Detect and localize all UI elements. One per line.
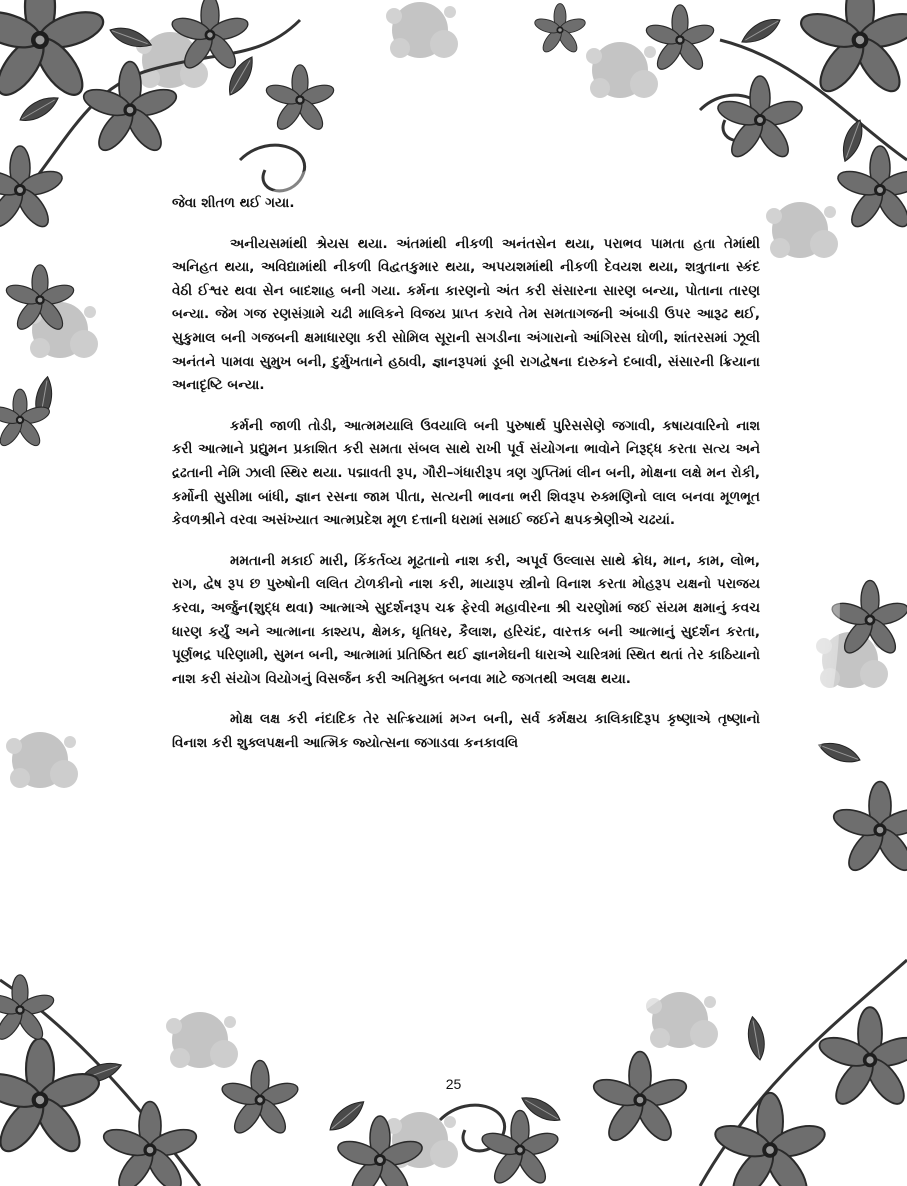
page-body-text [172,192,760,772]
paragraph-1: જેવા શીતળ થઈ ગયા. [172,195,295,211]
paragraph-3: કર્મની જાળી તોડી, આત્મમયાલિ ઉવયાલિ બની પુરુષાર્થ પુરિસસેણે જગાવી, કષાયવારિનો નાશ કરી આત્માને પ્રદ્યુમન પ્રકાશિત કરી સમતા સંબલ સાથે રાખી પૂર્વ સંયોગના ભાવોને નિરૂદ્ધ કરતા સત્ય અને દ્રઢતાની નેમિ ઝાલી સ્થિર થયા. પદ્માવતી રૂપ, ગૌરી–ગંધારીરૂપ ત્રણ ગુપ્તિમાં લીન બની, મોક્ષના લક્ષે મન રોકી, કર્મોની સુસીમા બાંધી, જ્ઞાન રસના જામ પીતા, સત્યની ભાવના ભરી શિવરૂપ રુક્મણિનો લાલ બનવા મૂળભૂત કેવળશ્રીને વરવા અસંખ્યાત આત્મપ્રદેશ મૂળ દત્તાની ધરામાં સમાઈ જઈને ક્ષપકશ્રેણીએ ચઢયાં. [172,417,760,529]
paragraph-4: મમતાની મકાઈ મારી, કિંકર્તવ્ય મૂઢતાનો નાશ કરી, અપૂર્વ ઉલ્લાસ સાથે ક્રોધ, માન, કામ, લોભ, રાગ, દ્વેષ રૂપ છ પુરુષોની લલિત ટોળકીનો નાશ કરી, માયારૂપ સ્ત્રીનો વિનાશ કરતા મોહરૂપ યક્ષનો પરાજય કરવા, અર્જુન(શુદ્ધ થવા) આત્માએ સુદર્શનરૂપ ચક્ર ફેરવી મહાવીરના શ્રી ચરણોમાં જઈ સંયમ ક્ષમાનું કવચ ધારણ કર્યું અને આત્માના કાશ્યપ, ક્ષેમક, ધૃતિધર, કૈલાશ, હરિચંદ, વારત્તક બની આત્માનું સુદર્શન કરતા, પૂર્ણભદ્ર પરિણામી, સુમન બની, આત્મામાં પ્રતિષ્ઠિત થઈ જ્ઞાનમેઘની ધારાએ ચારિત્રમાં સ્થિત થતાં તેર કાઠિયાનો નાશ કરી સંયોગ વિયોગનું વિસર્જન કરી અતિમુક્ત બનવા માટે જગતથી અલક્ષ થયા. [172,552,760,687]
paragraph-2: અનીયસમાંથી શ્રેયસ થયા. અંતમાંથી નીકળી અનંતસેન થયા, પરાભવ પામતા હતા તેમાંથી અનિહત થયા, અવિદ્યામાંથી નીકળી વિદ્વતકુમાર થયા, અપયશમાંથી નીકળી દેવયશ થયા, શત્રુતાના સ્કંદ વેઠી ઈશ્વર થવા સેન બાદશાહ બની ગયા. કર્મના કારણનો અંત કરી સંસારના સારણ બન્યા, પોતાના તારણ બન્યા. જેમ ગજ રણસંગ્રામે ચઢી માલિકને વિજય પ્રાપ્ત કરાવે તેમ સમતાગજની અંબાડી ઉપર આરૂઢ થઈ, સુકુમાલ બની ગજબની ક્ષમાધારણા કરી સોમિલ સૂરાની સગડીના અંગારાનો આંગિરસ ઘોળી, શાંતરસમાં ઝૂલી અનંતને પામવા સુમુખ બની, દુર્મુખતાને હઠાવી, જ્ઞાનરૂપમાં ડૂબી રાગદ્વેષના દારુકને દબાવી, સંસારની ક્રિયાના અનાદૃષ્ટિ બન્યા. [172,235,760,394]
page-number: 25 [445,1076,462,1092]
paragraph-5: મોક્ષ લક્ષ કરી નંદાદિક તેર સત્ક્રિયામાં મગ્ન બની, સર્વ કર્મક્ષય કાલિકાદિરૂપ કૃષ્ણાએ તૃષ્ણાનો વિનાશ કરી શુક્લપક્ષની આત્મિક જ્યોત્સના જગાડવા કનકાવલિ [172,711,760,751]
